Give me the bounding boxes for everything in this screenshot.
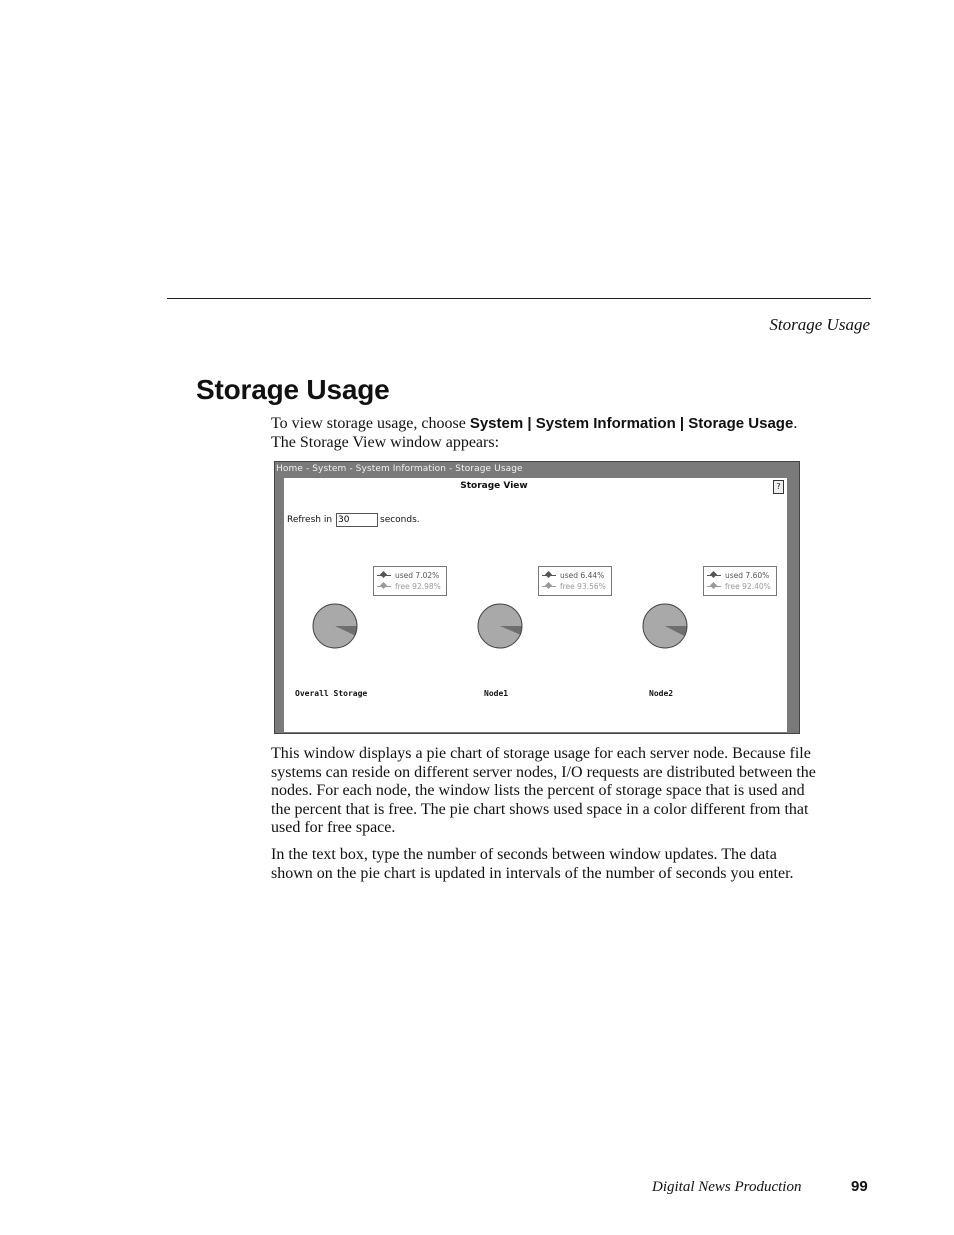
storage-view-screenshot (274, 461, 800, 734)
legend-overall-storage (373, 566, 447, 596)
free-label: free 92.40% (725, 581, 771, 591)
used-marker-icon (542, 571, 556, 579)
used-label: used 6.44% (560, 570, 605, 580)
node-label-node1: Node1 (484, 689, 509, 698)
refresh-instructions-paragraph: In the text box, type the number of seconds between window updates. The data shown on the pie chart is updated in intervals of the number of seconds you enter. (271, 846, 794, 882)
pie-chart-overall-storage (311, 602, 359, 650)
legend-free (707, 581, 771, 591)
free-label: free 93.56% (560, 581, 606, 591)
free-marker-icon (542, 582, 556, 590)
footer-book-title: Digital News Production (652, 1179, 802, 1195)
storage-view-window (284, 478, 787, 732)
header-rule (167, 298, 871, 299)
page-number: 99 (851, 1178, 868, 1195)
node-label-overall-storage: Overall Storage (295, 689, 368, 698)
menu-path: System | System Information | Storage Usage (469, 415, 794, 432)
free-marker-icon (377, 582, 391, 590)
used-marker-icon (707, 571, 721, 579)
used-label: used 7.02% (395, 570, 440, 580)
pie-chart-node2 (641, 602, 689, 650)
intro-text-after: . The Storage View window appears: (271, 415, 798, 451)
node-label-node2: Node2 (649, 689, 674, 698)
used-label: used 7.60% (725, 570, 770, 580)
free-label: free 92.98% (395, 581, 441, 591)
refresh-seconds-input[interactable] (336, 513, 378, 527)
breadcrumb[interactable]: Home - System - System Information - Storage Usage (276, 464, 523, 474)
window-title: Storage View (460, 481, 528, 491)
intro-paragraph (271, 414, 811, 452)
legend-used (542, 570, 604, 580)
pie-chart-node1 (476, 602, 524, 650)
legend-node1 (538, 566, 612, 596)
help-icon[interactable]: ? (773, 480, 784, 494)
used-marker-icon (377, 571, 391, 579)
refresh-unit-label: seconds. (380, 515, 420, 525)
intro-text-before: To view storage usage, choose (271, 415, 470, 432)
legend-used (377, 570, 439, 580)
legend-free (542, 581, 606, 591)
description-paragraph: This window displays a pie chart of storage usage for each server node. Because file systems can reside on different server nodes, I/O requests are distributed between the nodes. For each node, the window lists the percent of storage space that is used and the percent that is free. The pie chart shows used space in a color different from that used for free space. (271, 745, 816, 837)
refresh-label: Refresh in (287, 515, 333, 525)
section-heading: Storage Usage (196, 374, 390, 405)
legend-free (377, 581, 441, 591)
legend-node2 (703, 566, 777, 596)
legend-used (707, 570, 769, 580)
free-marker-icon (707, 582, 721, 590)
running-head: Storage Usage (769, 315, 870, 334)
